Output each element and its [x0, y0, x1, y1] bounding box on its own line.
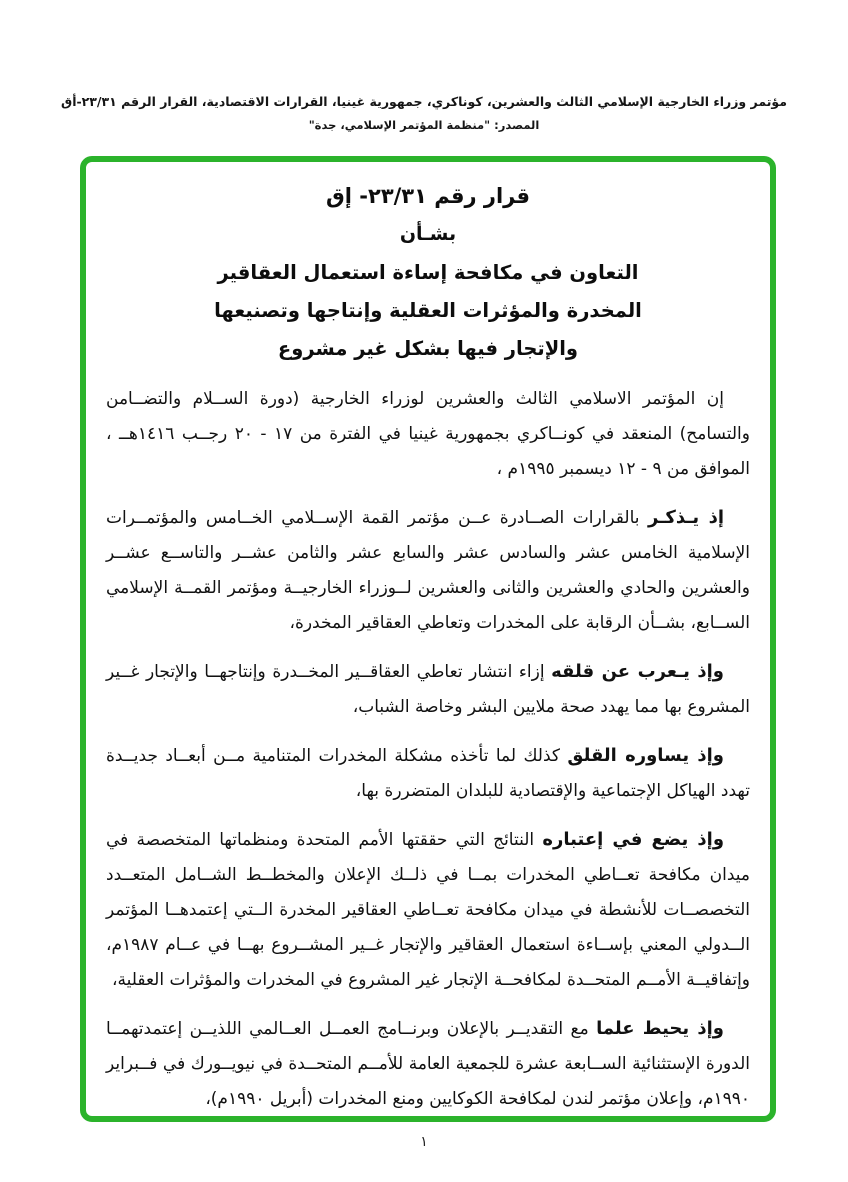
paragraph-lead: وإذ يـعرب عن قلقه [551, 661, 724, 682]
paragraph-taking-note [106, 1011, 750, 1117]
resolution-title-block [106, 184, 750, 368]
paragraph-text: بالقرارات الصــادرة عــن مؤتمر القمة الإســلامي الخــامس والمؤتمــرات الإسلامية الخامس عشر والسادس عشر والسابع عشر والثامن عشــر والتاســع عشــر والعشرين والحادي والعشرين والثانى والعشرين لــوزراء الخارجيــة ومؤتمر القمــة الإسلامي الســابع، بشــأن الرقابة على المخدرات وتعاطي العقاقير المخدرة، [106, 508, 750, 633]
paragraph-lead: وإذ يحيط علما [596, 1018, 724, 1039]
paragraph-expressing-concern [106, 654, 750, 725]
resolution-subject-line-2: المخدرة والمؤثرات العقلية وإنتاجها وتصنيعها [214, 299, 642, 322]
paragraph-lead: إذ يـذكـر [648, 507, 724, 528]
resolution-subject-line-3: والإتجار فيها بشكل غير مشروع [277, 337, 579, 360]
document-frame [80, 156, 776, 1122]
page-number: ١ [420, 1134, 428, 1150]
paragraph-recalling [106, 500, 750, 641]
resolution-subject-line-1: التعاون في مكافحة إساءة استعمال العقاقير [217, 261, 639, 284]
header-source-line: المصدر: "منظمة المؤتمر الإسلامي، جدة" [308, 118, 540, 132]
paragraph-lead: وإذ يضع في إعتباره [542, 829, 725, 850]
resolution-subject-word: بشـأن [399, 223, 457, 245]
paragraph-text: إن المؤتمر الاسلامي الثالث والعشرين لوزراء الخارجية (دورة الســلام والتضــامن والتسامح) المنعقد في كونــاكري بجمهورية غينيا في الفترة من ١٧ - ٢٠ رجــب ١٤١٦هــ ، الموافق من ٩ - ١٢ ديسمبر ١٩٩٥م ، [106, 389, 750, 479]
paragraph-text: كذلك لما تأخذه مشكلة المخدرات المتنامية مــن أبعــاد جديــدة تهدد الهياكل الإجتماعية والإقتصادية للبلدان المتضررة بها، [106, 746, 750, 801]
paragraph-preamble [106, 381, 750, 487]
paragraph-text: مع التقديــر بالإعلان وبرنــامج العمــل العــالمي اللذيــن إعتمدتهمــا الدورة الإستثنائية الســابعة عشرة للجمعية العامة للأمــم المتحــدة في نيويــورك في فــبراير ١٩٩٠م، وإعلان مؤتمر لندن لمكافحة الكوكايين ومنع المخدرات (أبريل ١٩٩٠م)، [106, 1019, 750, 1109]
paragraph-concerned-also [106, 738, 750, 809]
resolution-subject-lines [106, 254, 750, 368]
paragraph-bearing-in-mind [106, 822, 750, 998]
paragraph-text: النتائج التي حققتها الأمم المتحدة ومنظماتها المتخصصة في ميدان مكافحة تعــاطي المخدرات بمــا في ذلــك الإعلان والمخطــط الشــامل المتعــدد التخصصــات للأنشطة في ميدان مكافحة تعــاطي العقاقير المخدرة الــتي إعتمدهــا المؤتمر الــدولي المعني بإســاءة استعمال العقاقير والإتجار غــير المشــروع بهــا في عــام ١٩٨٧م، وإتفاقيــة الأمــم المتحــدة لمكافحــة الإتجار غير المشروع في المخدرات والمؤثرات العقلية، [106, 830, 750, 990]
resolution-body [106, 381, 750, 1117]
resolution-number: قرار رقم ٢٣/٣١- إق [326, 184, 530, 208]
paragraph-text: إزاء انتشار تعاطي العقاقــير المخــدرة وإنتاجهــا والإتجار غــير المشروع بها مما يهدد صحة ملايين البشر وخاصة الشباب، [106, 662, 750, 717]
document-header [0, 94, 848, 132]
header-citation-line: مؤتمر وزراء الخارجية الإسلامي الثالث والعشرين، كوناكري، جمهورية غينيا، القرارات الاقتصادية، القرار الرقم ٢٣/٣١-أق [61, 94, 787, 109]
paragraph-lead: وإذ يساوره القلق [567, 745, 724, 766]
